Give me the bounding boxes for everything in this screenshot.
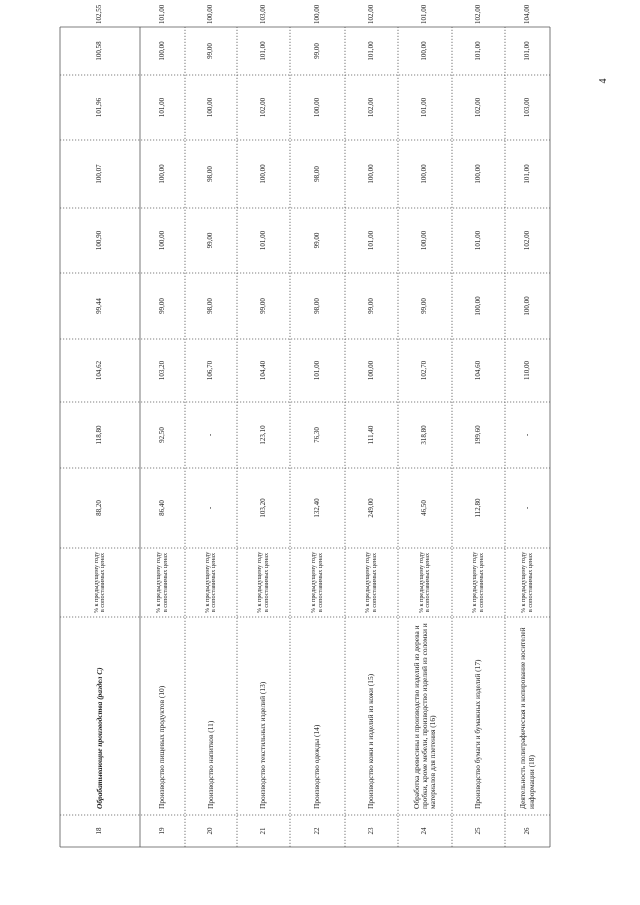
value-cell: 99,00 [258, 298, 267, 314]
value-cell: 249,00 [366, 498, 375, 518]
value-cell: 104,62 [95, 360, 104, 381]
row-unit: % к предыдущему году в сопоставимых ценах [471, 551, 485, 614]
value-cell: 102,70 [420, 360, 429, 381]
row-indicator-name: Производство напитков (11) [205, 720, 215, 809]
value-cell: 100,00 [473, 164, 482, 184]
value-cell: 101,00 [312, 360, 321, 381]
value-cell: 100,00 [366, 360, 375, 381]
row-unit: % к предыдущему году в сопоставимых ценах [364, 551, 378, 614]
value-cell: 100,90 [95, 230, 104, 251]
value-cell: 100,00 [312, 4, 321, 24]
row-index: 18 [95, 827, 104, 835]
row-index: 21 [258, 827, 267, 835]
value-cell: 101,00 [522, 41, 531, 61]
row-index: 22 [312, 827, 321, 835]
value-cell: 101,00 [473, 230, 482, 251]
value-cell: 101,00 [473, 41, 482, 61]
value-cell: 46,50 [420, 500, 429, 516]
value-cell: 102,00 [258, 97, 267, 118]
value-cell: 102,00 [522, 230, 531, 251]
value-cell: 76,30 [312, 427, 321, 443]
value-cell: 101,00 [157, 4, 166, 24]
value-cell: 99,00 [420, 298, 429, 314]
value-cell: 101,96 [95, 97, 104, 118]
value-cell: 100,00 [206, 4, 215, 24]
value-cell: 103,00 [522, 97, 531, 118]
value-cell: 98,00 [206, 298, 215, 314]
row-indicator-name: Обрабатывающие производства (раздел C) [94, 667, 104, 809]
value-cell: 101,00 [366, 41, 375, 61]
value-cell: 103,20 [258, 498, 267, 518]
value-cell: 199,60 [473, 425, 482, 445]
row-indicator-name: Обработка древесины и производство изделий из дерева и пробки, кроме мебели, производство изделий из соломки и материалов для плетения (16) [411, 623, 438, 809]
row-unit: % к предыдущему году в сопоставимых ценах [256, 551, 270, 614]
value-cell: 318,80 [420, 425, 429, 445]
value-cell: 102,00 [473, 4, 482, 24]
value-cell: 99,00 [312, 43, 321, 59]
value-cell: 101,00 [522, 164, 531, 184]
value-cell: 104,60 [473, 360, 482, 381]
value-cell: 103,00 [258, 4, 267, 24]
row-unit: % к предыдущему году в сопоставимых ценах [203, 551, 217, 614]
value-cell: 101,00 [258, 41, 267, 61]
value-cell: 118,80 [95, 425, 104, 445]
value-cell: 101,00 [420, 97, 429, 118]
row-index: 25 [473, 827, 482, 835]
value-cell: 99,00 [206, 232, 215, 249]
row-unit: % к предыдущему году в сопоставимых ценах [417, 551, 431, 614]
value-cell: 103,20 [157, 360, 166, 381]
value-cell: 102,00 [366, 97, 375, 118]
value-cell: 99,00 [366, 298, 375, 314]
value-cell: - [522, 506, 531, 510]
value-cell: 100,00 [157, 230, 166, 251]
row-index: 19 [157, 827, 166, 835]
value-cell: 100,00 [366, 164, 375, 184]
value-cell: 88,20 [95, 500, 104, 516]
value-cell: - [206, 506, 215, 510]
value-cell: 106,70 [206, 360, 215, 381]
value-cell: 100,00 [157, 164, 166, 184]
value-cell: 110,00 [522, 361, 531, 380]
value-cell: 101,00 [420, 4, 429, 24]
value-cell: 101,00 [157, 97, 166, 118]
row-indicator-name: Деятельность полиграфическая и копирование носителей информации (18) [518, 627, 536, 809]
value-cell: 100,00 [157, 41, 166, 61]
value-cell: 100,00 [420, 41, 429, 61]
row-index: 20 [206, 827, 215, 835]
row-unit: % к предыдущему году в сопоставимых ценах [155, 551, 169, 614]
value-cell: 111,40 [366, 425, 375, 445]
row-unit: % к предыдущему году в сопоставимых ценах [310, 551, 324, 614]
value-cell: 104,40 [258, 360, 267, 381]
value-cell: 98,00 [312, 298, 321, 314]
value-cell: 98,00 [206, 166, 215, 182]
value-cell: 112,80 [473, 498, 482, 518]
value-cell: 100,00 [420, 164, 429, 184]
value-cell: 100,00 [522, 296, 531, 316]
value-cell: 100,00 [206, 97, 215, 118]
value-cell: 86,40 [157, 500, 166, 516]
value-cell: 100,00 [312, 97, 321, 118]
value-cell: 102,00 [366, 4, 375, 24]
row-indicator-name: Производство текстильных изделий (13) [258, 681, 268, 809]
row-unit: % к предыдущему году в сопоставимых ценах [520, 551, 534, 614]
row-index: 26 [522, 827, 531, 835]
row-indicator-name: Производство бумаги и бумажных изделий (17) [473, 659, 483, 809]
value-cell: 100,58 [95, 41, 104, 61]
value-cell: 123,10 [258, 425, 267, 445]
row-unit: % к предыдущему году в сопоставимых ценах [92, 551, 106, 614]
row-indicator-name: Производство одежды (14) [312, 724, 322, 809]
value-cell: 101,00 [258, 230, 267, 251]
value-cell: 92,50 [157, 427, 166, 443]
value-cell: 104,00 [522, 4, 531, 24]
value-cell: 101,00 [366, 230, 375, 251]
value-cell: 100,00 [420, 230, 429, 251]
value-cell: 98,00 [312, 166, 321, 182]
row-index: 23 [366, 827, 375, 835]
page-number: 4 [597, 78, 609, 84]
row-indicator-name: Производство пищевых продуктов (10) [157, 685, 167, 809]
value-cell: 100,07 [95, 164, 104, 184]
row-indicator-name: Производство кожи и изделий из кожи (15) [366, 673, 376, 809]
row-index: 24 [420, 827, 429, 835]
value-cell: 99,00 [206, 43, 215, 59]
value-cell: 100,00 [473, 296, 482, 316]
value-cell: 99,00 [157, 298, 166, 314]
value-cell: - [206, 433, 215, 437]
value-cell: 99,00 [312, 232, 321, 249]
value-cell: - [522, 433, 531, 437]
value-cell: 99,44 [95, 298, 104, 314]
value-cell: 100,00 [258, 164, 267, 184]
value-cell: 102,55 [95, 4, 104, 24]
value-cell: 132,40 [312, 498, 321, 518]
value-cell: 102,00 [473, 97, 482, 118]
